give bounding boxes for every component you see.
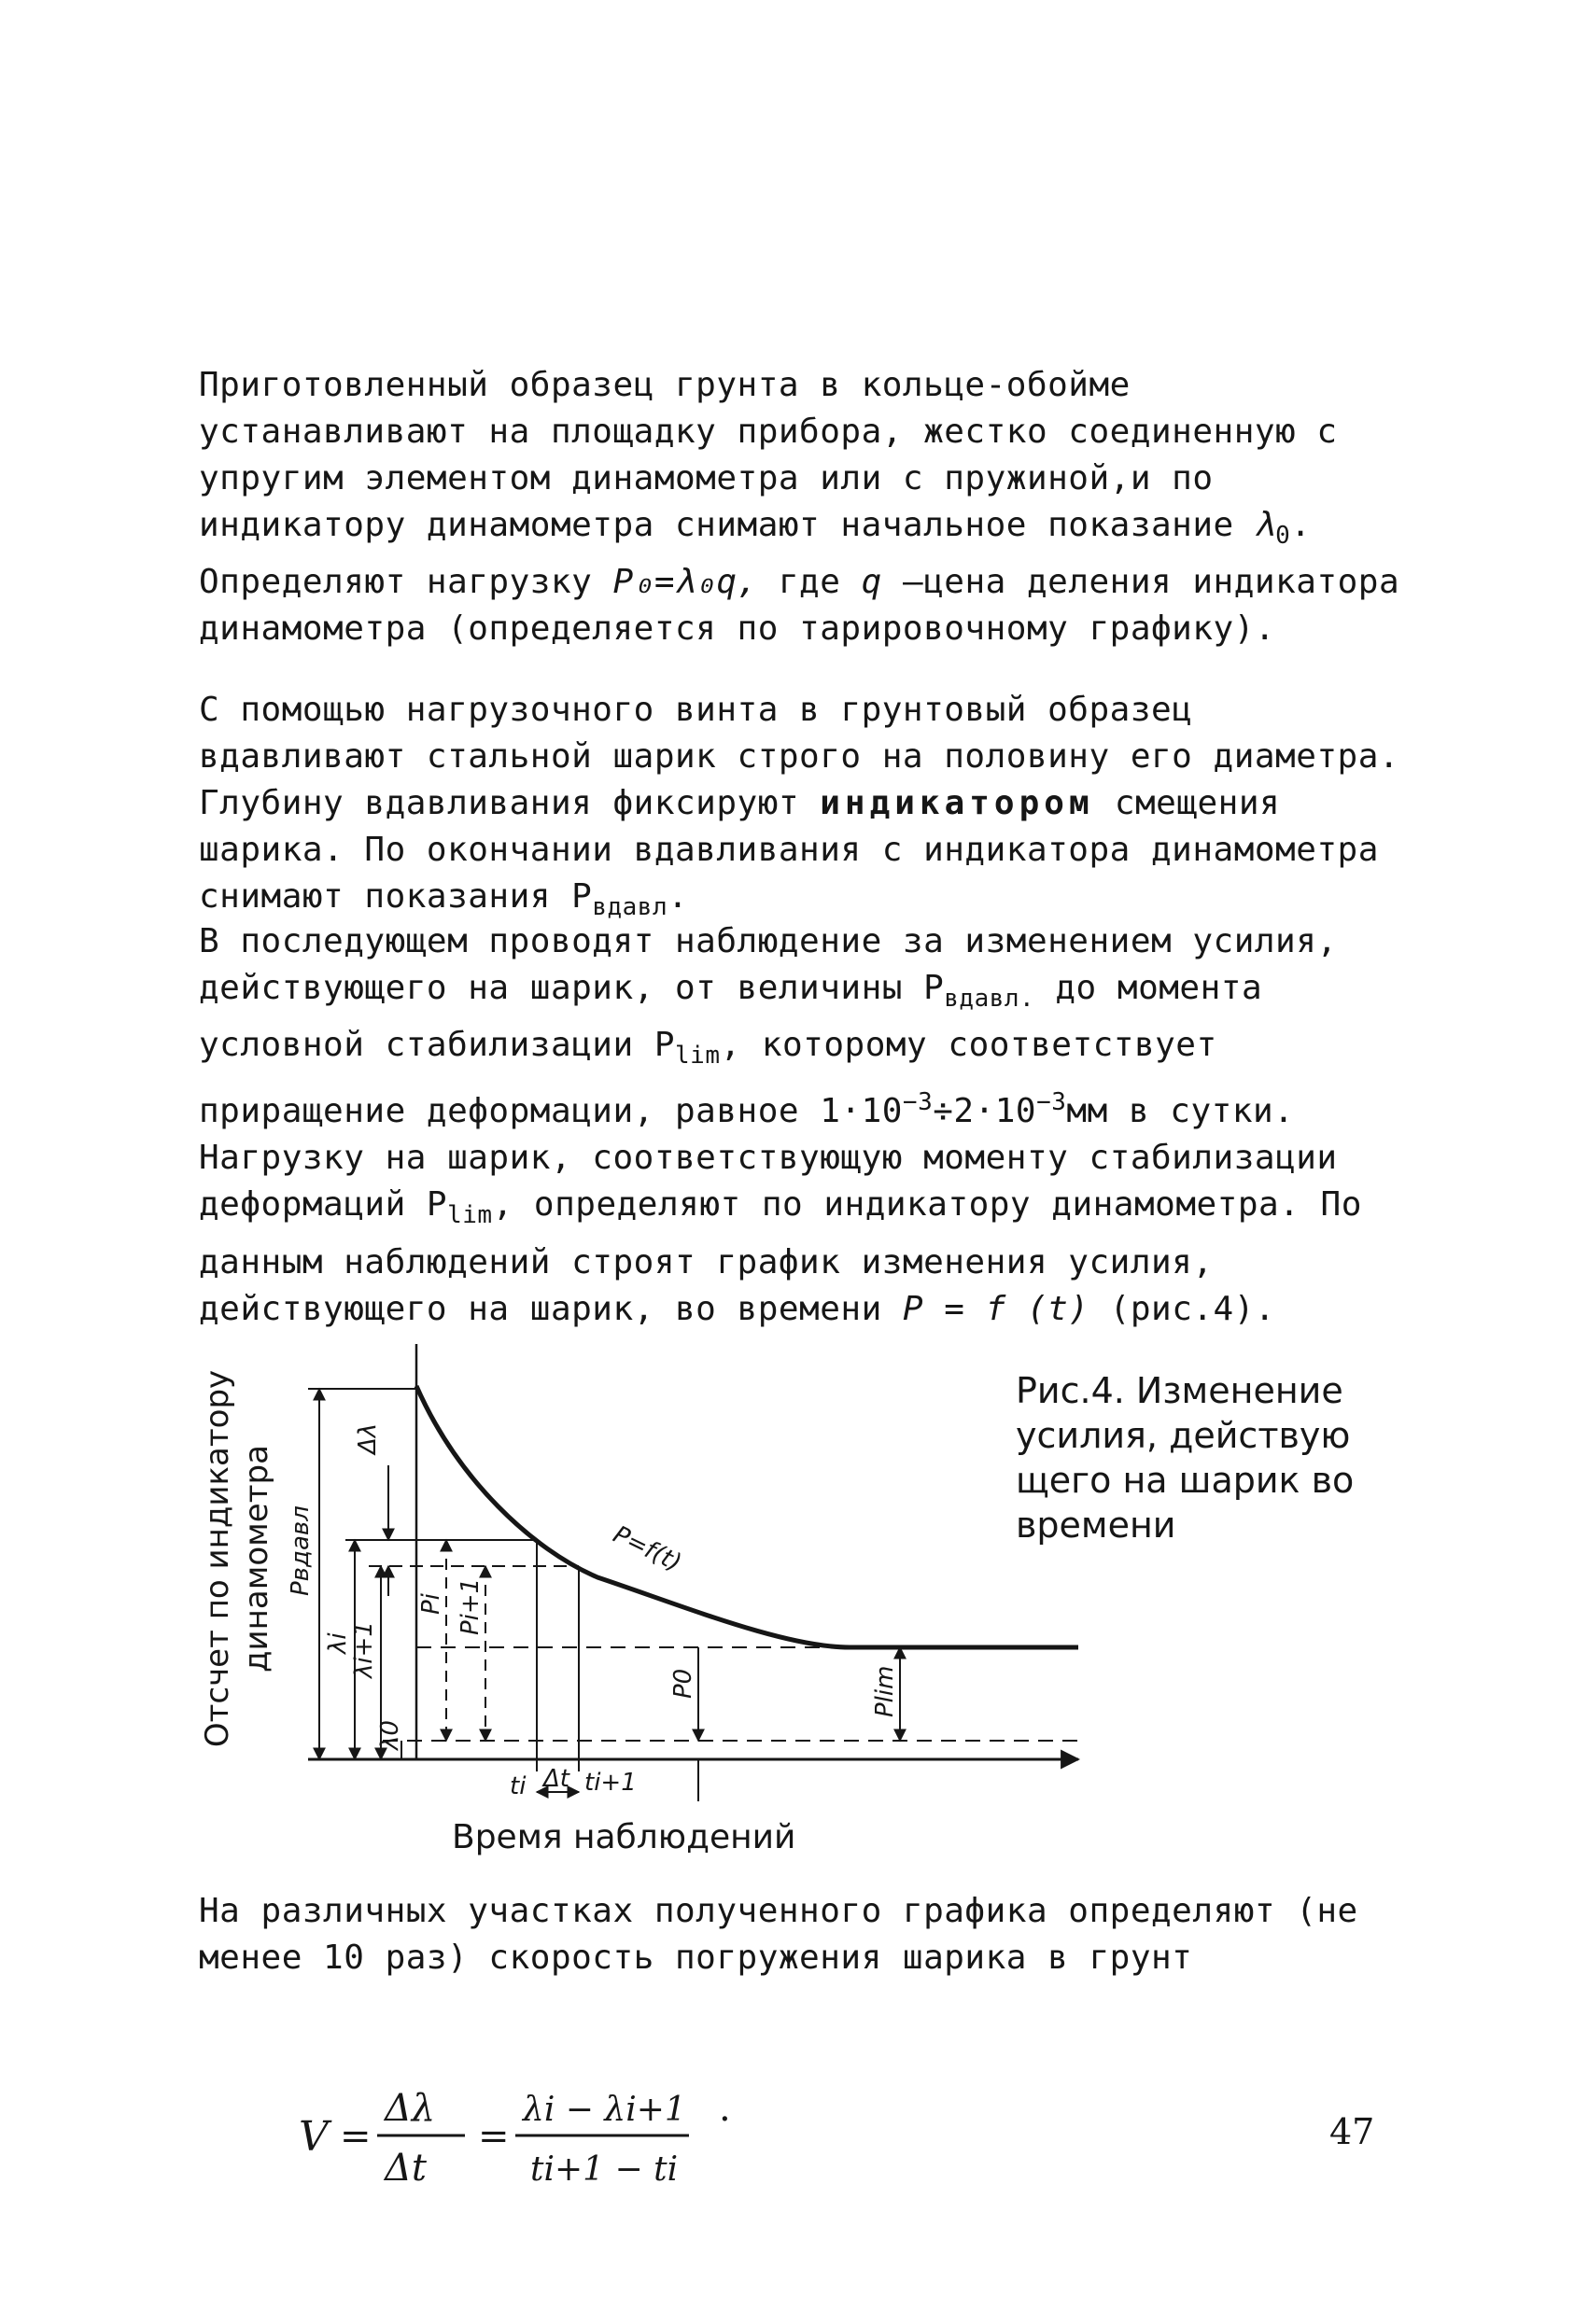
paragraph-pressing — [199, 687, 1412, 931]
label-lambda-i: λi — [324, 1632, 352, 1654]
text-segment: . — [668, 877, 689, 916]
curve-p-f-t — [416, 1386, 1078, 1647]
formula-eq1: = — [340, 2115, 372, 2158]
symbol-p: P — [923, 969, 945, 1007]
text-segment: Приготовленный образец грунта в кольце-обойме устанавливают на площадку прибора, жестко соединенную с упругим элементом динамометра или с пружиной,и по индикатору динамометра снимают начальное показание — [199, 366, 1338, 544]
figure-caption: Рис.4. Изменение усилия, действую щего на шарик во времени — [1016, 1370, 1355, 1546]
text-segment: смещения шарика. По окончании вдавливания с индикатора динамометра снимают показания — [199, 784, 1379, 916]
label-p-vdavl: Pвдавл — [287, 1505, 315, 1596]
symbol-q: q — [861, 563, 882, 602]
text-segment: , определяют по индикатору динамометра. По данным наблюдений строят график изменения усилия, действующего на шарик, во времени — [199, 1185, 1362, 1328]
subscript: lim — [447, 1201, 493, 1230]
label-t-i1: ti+1 — [584, 1769, 637, 1797]
label-curve: P=f(t) — [608, 1520, 686, 1578]
inline-formula: P = f (t) — [902, 1289, 1089, 1328]
subscript: 0 — [1275, 522, 1291, 551]
subscript: вдавл. — [944, 985, 1035, 1014]
page-number: 47 — [1329, 2111, 1375, 2152]
figure-x-axis-label: Время наблюдений — [452, 1818, 796, 1856]
label-delta-t: Δt — [543, 1765, 569, 1793]
formula-num2: λi − λi+1 — [523, 2091, 686, 2129]
label-lambda-i1: λi+1 — [350, 1621, 378, 1678]
text-segment: мм в сутки. Нагрузку на шарик, соответствующую моменту стабилизации деформаций — [199, 1092, 1338, 1225]
label-p-i1: Pi+1 — [457, 1577, 485, 1635]
formula-den2: ti+1 − ti — [530, 2150, 679, 2189]
label-t-i: ti — [510, 1772, 527, 1800]
symbol-p: P — [426, 1185, 448, 1225]
paragraph-speed: На различных участках полученного графика определяют (не менее 10 раз) скорость погружения шарика в грунт — [199, 1892, 1358, 1977]
figure-y-axis-label: Отсчет по индикатору динамометра — [199, 1369, 275, 1748]
text-segment: С помощью нагрузочного винта в грунтовый образец вдавливают стальной шарик строго на половину его диаметра. Глубину вдавливания фиксируют — [199, 691, 1400, 822]
label-p-lim: Plim — [871, 1665, 899, 1717]
text-segment: (рис.4). — [1089, 1289, 1276, 1328]
symbol-p: P — [571, 877, 593, 916]
label-p-0: P0 — [669, 1668, 697, 1699]
label-delta-lambda: Δλ — [354, 1422, 382, 1454]
label-lambda-0: λ0 — [376, 1720, 404, 1750]
symbol-p: P — [653, 1026, 676, 1065]
exponent: −3 — [1036, 1088, 1067, 1117]
symbol-lambda: λ — [1254, 506, 1276, 544]
formula-end: . — [719, 2087, 731, 2130]
text-segment: —цена деления индикатора динамометра (определяется по тарировочному графику). — [199, 563, 1400, 649]
spaced-word: индикатором — [820, 784, 1094, 822]
formula-eq2: = — [478, 2115, 510, 2158]
exponent: −3 — [902, 1088, 934, 1117]
formula-v: V — [299, 2113, 329, 2161]
number: ÷2·10 — [933, 1092, 1037, 1131]
text-segment: где — [757, 563, 862, 602]
text-segment: В последующем проводят наблюдение за изменением усилия, действующего на шарик, от величины — [199, 922, 1338, 1007]
velocity-formula — [299, 2083, 822, 2195]
text-segment: . Определяют нагрузку — [199, 506, 1312, 602]
formula-den1: Δt — [385, 2147, 427, 2190]
subscript: lim — [675, 1042, 721, 1071]
text-segment: до момента условной стабилизации — [199, 969, 1263, 1065]
paragraph-preparation — [199, 362, 1412, 652]
inline-formula: P₀=λ₀q, — [612, 563, 758, 602]
subscript: вдавл — [592, 893, 668, 922]
paragraph-observation — [199, 918, 1412, 1333]
formula-num1: Δλ — [385, 2087, 436, 2130]
label-p-i: Pi — [417, 1593, 445, 1615]
text-segment: , которому соответствует приращение деформации, равное — [199, 1026, 1217, 1131]
number: 1·10 — [820, 1092, 903, 1131]
